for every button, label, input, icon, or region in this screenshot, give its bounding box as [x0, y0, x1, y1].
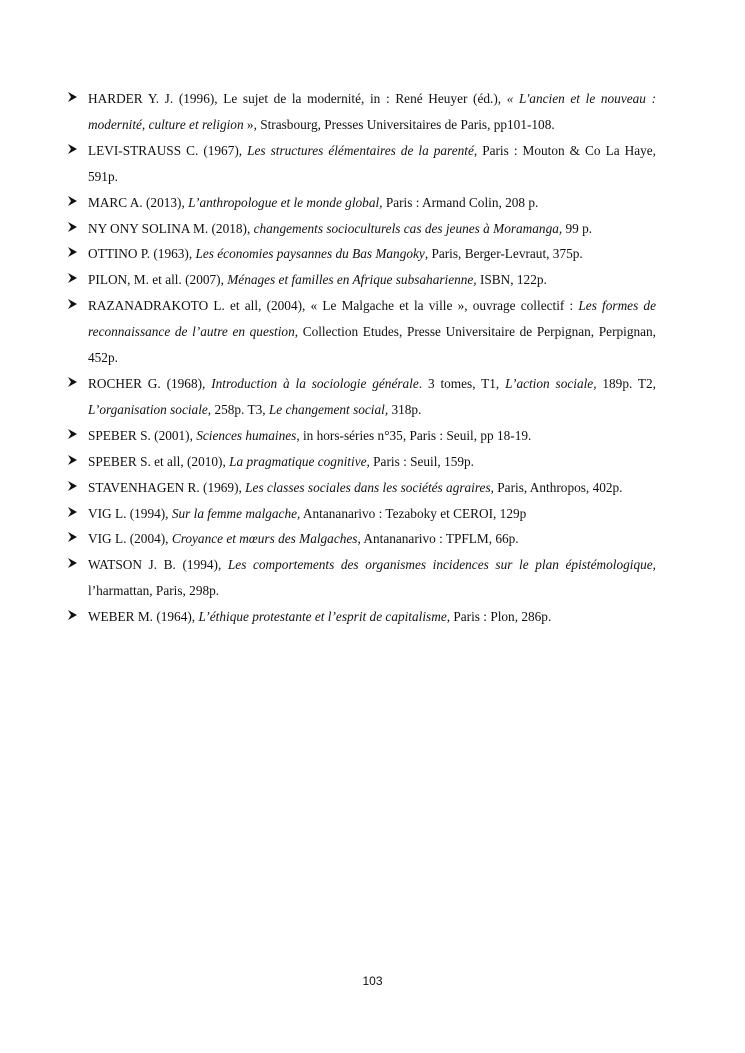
bibliography-entry	[67, 241, 656, 267]
entry-text: HARDER Y. J. (1996), Le sujet de la modernité, in : René Heuyer (éd.),	[88, 91, 507, 106]
bibliography-entry	[67, 138, 656, 190]
bibliography-entry	[67, 526, 656, 552]
arrowhead-bullet-icon	[67, 423, 81, 449]
entry-text: SPEBER S. et all, (2010),	[88, 453, 230, 469]
bibliography-entry	[67, 475, 656, 501]
entry-title-text: Sur la femme malgache,	[171, 505, 301, 521]
entry-title-text: Le changement social,	[268, 401, 389, 417]
entry-title-text: Les économies paysannes du Bas Mangoky	[195, 246, 425, 262]
bibliography-entry	[67, 190, 656, 216]
entry-text: », Strasbourg, Presses Universitaires de Paris, pp101-108.	[243, 116, 555, 132]
entry-text: Antananarivo : Tezaboky et CEROI, 129p	[300, 505, 527, 521]
arrowhead-bullet-icon	[67, 293, 81, 319]
entry-text: , 258p. T3,	[207, 401, 269, 417]
entry-text: 189p. T2,	[596, 375, 657, 391]
bibliography-entry	[67, 449, 656, 475]
entry-title-text: L’organisation sociale	[88, 401, 208, 417]
entry-text: RAZANADRAKOTO L. et all, (2004), « Le Malgache et la ville », ouvrage collectif :	[88, 298, 579, 314]
bibliography-entry	[67, 552, 656, 604]
arrowhead-bullet-icon	[67, 552, 81, 578]
entry-text: Paris : Armand Colin, 208 p.	[382, 194, 539, 210]
bibliography-entry	[67, 371, 656, 423]
arrowhead-bullet-icon	[67, 267, 81, 293]
arrowhead-bullet-icon	[67, 604, 81, 630]
page-number: 103	[362, 974, 383, 988]
entry-text: OTTINO P. (1963),	[88, 246, 196, 262]
entry-text: ISBN, 122p.	[476, 272, 547, 288]
bibliography-entry	[67, 501, 656, 527]
entry-title-text: Les comportements des organismes incidences sur le plan épistémologique,	[227, 557, 656, 573]
entry-title-text: L’action sociale,	[505, 375, 597, 391]
entry-text: LEVI-STRAUSS C. (1967),	[88, 142, 248, 158]
arrowhead-bullet-icon	[67, 449, 81, 475]
bibliography-list	[67, 86, 656, 630]
entry-text: PILON, M. et all. (2007),	[88, 272, 228, 288]
entry-title-text: L’anthropologue et le monde global,	[188, 194, 383, 210]
arrowhead-bullet-icon	[67, 216, 81, 242]
arrowhead-bullet-icon	[67, 501, 81, 527]
entry-title-text: Sciences humaines,	[196, 427, 300, 443]
arrowhead-bullet-icon	[67, 475, 81, 501]
bibliography-entry	[67, 423, 656, 449]
entry-title-text: L’éthique protestante et l’esprit de capitalisme	[198, 609, 447, 625]
arrowhead-bullet-icon	[67, 371, 81, 397]
entry-text: SPEBER S. (2001),	[88, 427, 197, 443]
entry-title-text: La pragmatique cognitive,	[229, 453, 370, 469]
bibliography-entry	[67, 267, 656, 293]
entry-text: 318p.	[388, 401, 422, 417]
entry-text: l’harmattan, Paris, 298p.	[88, 583, 220, 599]
entry-text: Paris : Seuil, 159p.	[369, 453, 474, 469]
entry-title-text: Les classes sociales dans les sociétés agraires	[245, 479, 491, 495]
arrowhead-bullet-icon	[67, 138, 81, 164]
bibliography-entry	[67, 86, 656, 138]
entry-title-text: Introduction à la sociologie générale	[211, 375, 419, 391]
entry-text: WATSON J. B. (1994),	[88, 557, 228, 573]
entry-text: 99 p.	[562, 220, 593, 236]
entry-text: , Paris, Anthropos, 402p.	[490, 479, 623, 495]
bibliography-entry	[67, 604, 656, 630]
entry-text: NY ONY SOLINA M. (2018),	[88, 220, 254, 236]
entry-text: MARC A. (2013),	[88, 194, 189, 210]
entry-title-text: Les structures élémentaires de la parenté	[247, 142, 474, 158]
entry-title-text: Ménages et familles en Afrique subsaharienne,	[227, 272, 477, 288]
bibliography-entry	[67, 293, 656, 371]
entry-title-text: Croyance et mœurs des Malgaches	[171, 531, 358, 547]
bibliography-entry	[67, 216, 656, 242]
entry-text: ROCHER G. (1968),	[88, 375, 212, 391]
arrowhead-bullet-icon	[67, 241, 81, 267]
arrowhead-bullet-icon	[67, 86, 81, 112]
entry-text: STAVENHAGEN R. (1969),	[88, 479, 246, 495]
entry-text: , Collection Etudes, Presse Universitaire de Perpignan, Perpignan, 452p.	[88, 324, 657, 366]
entry-text: VIG L. (2004),	[88, 531, 172, 547]
entry-text: , Paris : Plon, 286p.	[446, 609, 552, 625]
entry-text: . 3 tomes, T1,	[418, 375, 506, 391]
entry-text: , Paris : Mouton & Co La Haye, 591p.	[88, 142, 656, 184]
entry-title-text: « L'ancien et le nouveau : modernité, culture et religion	[88, 91, 656, 132]
entry-text: , Paris, Berger-Levraut, 375p.	[424, 246, 583, 262]
arrowhead-bullet-icon	[67, 526, 81, 552]
entry-title-text: Les formes de reconnaissance de l’autre en question	[88, 298, 656, 340]
entry-text: in hors-séries n°35, Paris : Seuil, pp 18-19.	[299, 427, 532, 443]
entry-text: VIG L. (1994),	[88, 505, 172, 521]
entry-text: WEBER M. (1964),	[88, 609, 199, 625]
entry-title-text: changements socioculturels cas des jeunes à Moramanga,	[253, 220, 563, 236]
entry-text: , Antananarivo : TPFLM, 66p.	[357, 531, 519, 547]
arrowhead-bullet-icon	[67, 190, 81, 216]
